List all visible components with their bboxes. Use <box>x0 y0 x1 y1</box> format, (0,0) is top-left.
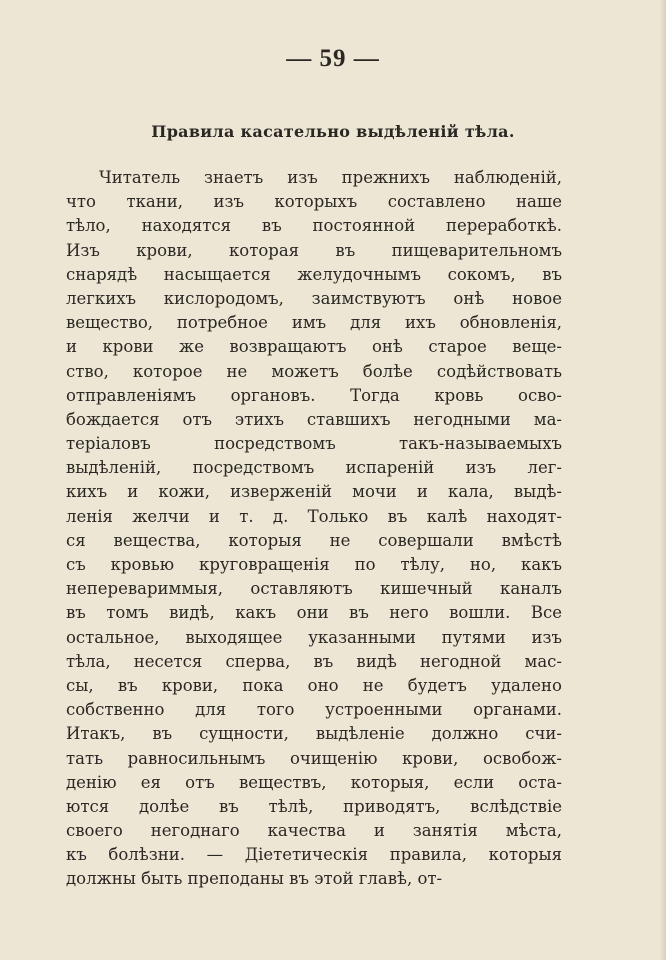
text-line: легкихъ кислородомъ, заимствуютъ онѣ новое <box>66 288 562 308</box>
text-line: вещество, потребное имъ для ихъ обновленія, <box>66 313 562 333</box>
text-line: бождается отъ этихъ ставшихъ негодными ма- <box>66 409 562 429</box>
text-line: должны быть преподаны въ этой главѣ, от- <box>66 869 443 889</box>
text-line: ленія желчи и т. д. Только въ калѣ находят- <box>66 506 562 526</box>
text-line: ство, которое не можетъ болѣе содѣйствовать <box>66 361 562 381</box>
text-line: въ томъ видѣ, какъ они въ него вошли. Все <box>66 603 562 623</box>
text-line: своего негоднаго качества и занятія мѣста, <box>66 821 562 841</box>
text-line: неперевариммыя, оставляютъ кишечный каналъ <box>66 579 562 599</box>
text-line: тѣло, находятся въ постоянной переработкѣ. <box>66 216 562 236</box>
text-line: и крови же возвращаютъ онѣ старое веще- <box>66 337 562 357</box>
text-line: денію ея отъ веществъ, которыя, если оста- <box>66 772 562 792</box>
text-line: собственно для того устроенными органами. <box>66 700 562 720</box>
text-line: остальное, выходящее указанными путями изъ <box>66 627 562 647</box>
text-line: теріаловъ посредствомъ такъ-называемыхъ <box>66 434 562 454</box>
scan-edge-shadow <box>660 0 666 960</box>
text-line: ются долѣе въ тѣлѣ, приводятъ, вслѣдствіе <box>66 796 562 816</box>
text-line: снарядѣ насыщается желудочнымъ сокомъ, въ <box>66 264 562 284</box>
text-line: ся вещества, которыя не совершали вмѣстѣ <box>66 530 562 550</box>
text-line: сы, въ крови, пока оно не будетъ удалено <box>66 675 562 695</box>
text-line: съ кровью круговращенія по тѣлу, но, какъ <box>66 555 562 574</box>
text-line: Изъ крови, которая въ пищеварительномъ <box>66 240 562 260</box>
section-heading: Правила касательно выдѣленій тѣла. <box>151 122 515 141</box>
text-line: тѣла, несется сперва, въ видѣ негодной мас- <box>66 651 562 671</box>
page-number: — 59 — <box>286 45 380 72</box>
text-line: отправленіямъ органовъ. Тогда кровь осво- <box>66 385 562 405</box>
text-line: тать равносильнымъ очищенію крови, освобож- <box>66 748 562 768</box>
text-line: кихъ и кожи, изверженій мочи и кала, выдѣ- <box>66 482 562 502</box>
text-line: выдѣленій, посредствомъ испареній изъ лег- <box>66 458 562 478</box>
body-text <box>66 166 562 892</box>
text-line: Читатель знаетъ изъ прежнихъ наблюденій, <box>99 168 562 187</box>
text-line: что ткани, изъ которыхъ составлено наше <box>66 192 562 212</box>
text-line: Итакъ, въ сущности, выдѣленіе должно счи- <box>66 724 562 744</box>
text-line: къ болѣзни. — Діететическія правила, которыя <box>66 845 562 865</box>
